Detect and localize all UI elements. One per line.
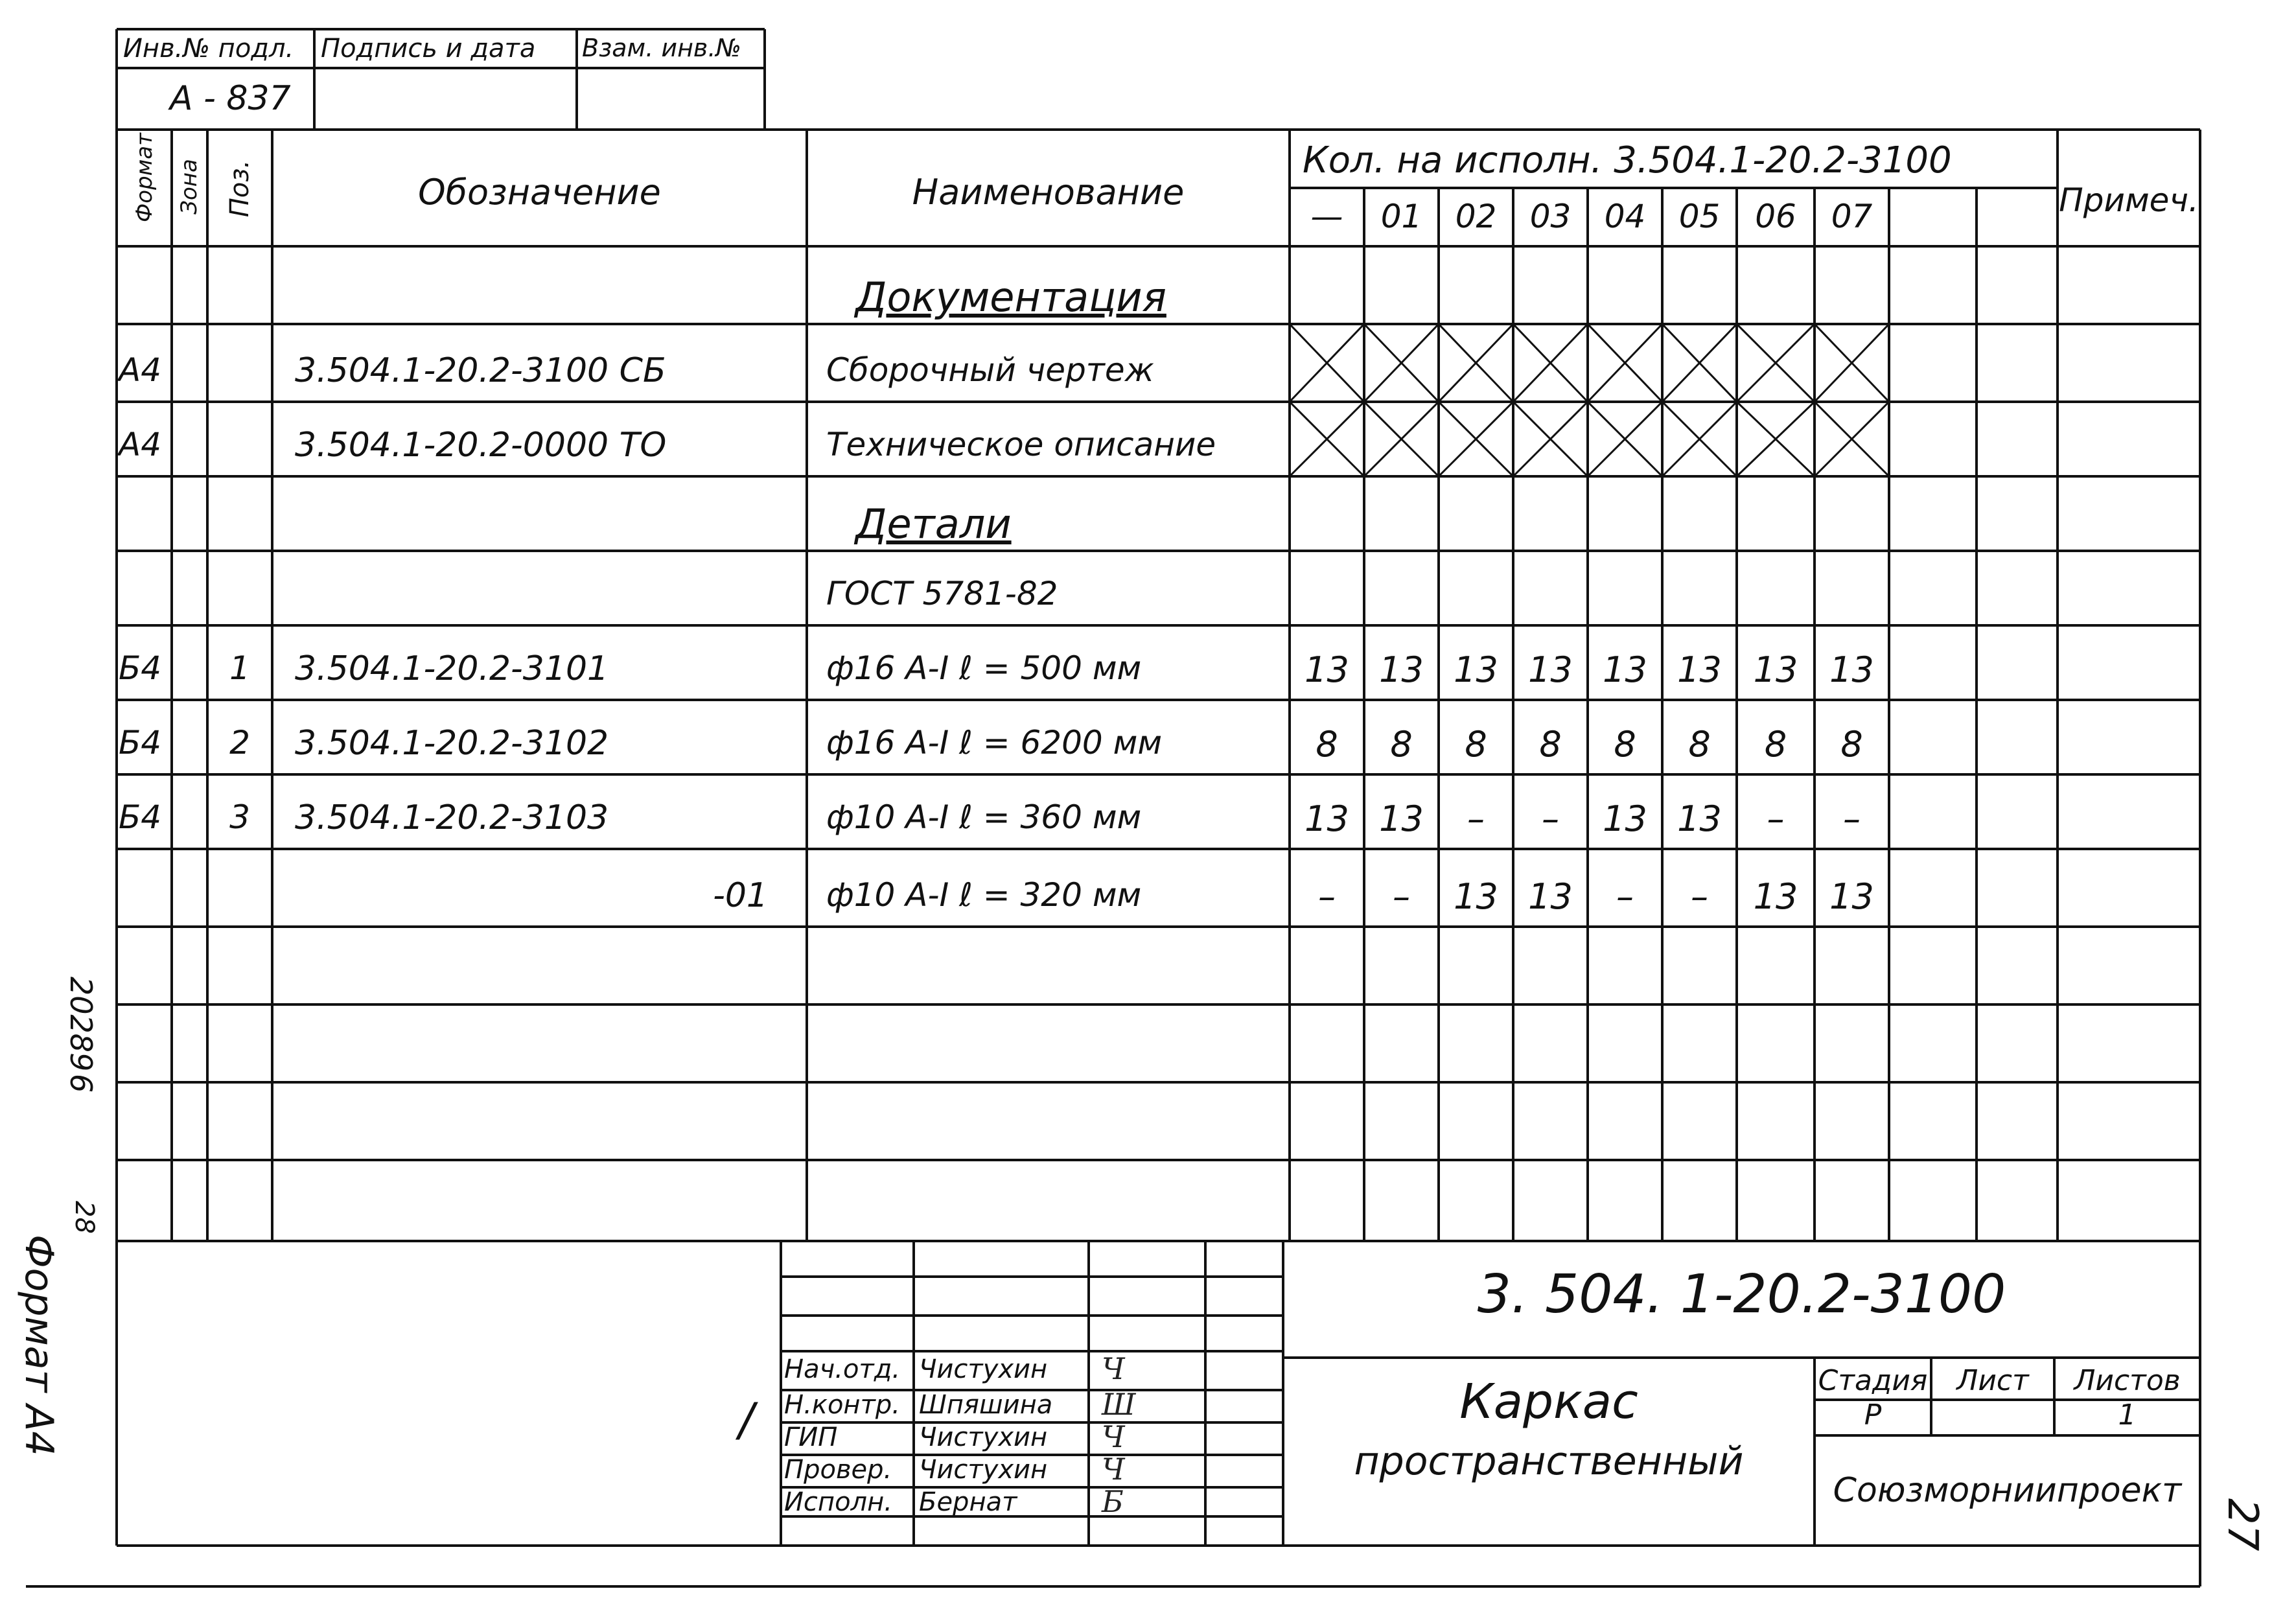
staff-signature: Ш — [1102, 1387, 1136, 1422]
row-format: Б4 — [119, 649, 162, 687]
row-designation: -01 — [713, 876, 768, 915]
row-section-name: Детали — [855, 500, 1012, 548]
sheets-label: Листов — [2074, 1364, 2181, 1397]
staff-role: Исполн. — [784, 1487, 892, 1517]
header-variant-4: 04 — [1604, 198, 1646, 235]
row-qty: – — [1616, 876, 1634, 917]
row-section-name: Документация — [855, 273, 1166, 321]
staff-signature: Ч — [1102, 1419, 1125, 1454]
row-qty: 13 — [1603, 649, 1647, 690]
stage-label: Стадия — [1818, 1364, 1928, 1397]
row-qty: 8 — [1390, 724, 1413, 765]
row-name: ГОСТ 5781-82 — [826, 575, 1058, 612]
side-format-mark: Формат А4 — [16, 1235, 62, 1456]
stamp-sign-label: Подпись и дата — [321, 34, 536, 64]
title-slash: / — [739, 1393, 754, 1446]
header-variant-0: — — [1310, 198, 1343, 235]
row-qty: 8 — [1840, 724, 1863, 765]
header-name: Наименование — [912, 172, 1185, 213]
row-format: А4 — [119, 426, 162, 463]
row-name: ф16 А-I ℓ = 500 мм — [826, 649, 1142, 687]
row-name: Сборочный чертеж — [826, 351, 1154, 389]
staff-name: Чистухин — [919, 1354, 1048, 1384]
row-qty: 13 — [1528, 649, 1573, 690]
stage-value: Р — [1864, 1398, 1882, 1432]
header-zone: Зона — [176, 159, 202, 215]
row-qty: 8 — [1614, 724, 1636, 765]
stamp-vzam-label: Взам. инв.№ — [582, 34, 741, 62]
staff-name: Шпяшина — [919, 1390, 1053, 1420]
staff-role: ГИП — [784, 1422, 838, 1452]
row-pos: 2 — [229, 724, 250, 761]
row-designation: 3.504.1-20.2-3101 — [295, 649, 609, 688]
row-qty: 13 — [1454, 649, 1498, 690]
staff-name: Чистухин — [919, 1455, 1048, 1485]
row-qty: 13 — [1829, 649, 1874, 690]
header-pos: Поз. — [225, 159, 255, 218]
side-format-num: 28 — [69, 1201, 99, 1234]
doc-code: 3. 504. 1-20.2-3100 — [1477, 1264, 2006, 1325]
row-name: ф10 А-I ℓ = 360 мм — [826, 798, 1142, 836]
row-name: ф10 А-I ℓ = 320 мм — [826, 876, 1142, 914]
doc-title-line2: пространственный — [1354, 1439, 1744, 1484]
row-qty: 13 — [1677, 649, 1722, 690]
staff-signature: Ч — [1102, 1351, 1125, 1386]
row-qty: 8 — [1539, 724, 1562, 765]
staff-role: Нач.отд. — [784, 1354, 901, 1384]
header-variant-7: 07 — [1831, 198, 1873, 235]
row-designation: 3.504.1-20.2-3103 — [295, 798, 609, 837]
row-qty: – — [1467, 798, 1485, 839]
header-variant-2: 02 — [1455, 198, 1497, 235]
row-format: Б4 — [119, 724, 162, 761]
row-qty: 8 — [1316, 724, 1338, 765]
row-qty: – — [1691, 876, 1708, 917]
staff-role: Провер. — [784, 1455, 892, 1485]
row-qty: 13 — [1305, 649, 1349, 690]
row-qty: 13 — [1454, 876, 1498, 917]
doc-title-line1: Каркас — [1459, 1374, 1638, 1430]
row-qty: – — [1393, 876, 1410, 917]
row-qty: 13 — [1528, 876, 1573, 917]
staff-signature: Ч — [1102, 1452, 1125, 1487]
sheet-label: Лист — [1956, 1364, 2029, 1397]
row-qty: 13 — [1379, 649, 1424, 690]
row-qty: – — [1318, 876, 1336, 917]
row-qty: 13 — [1753, 649, 1798, 690]
row-name: Техническое описание — [826, 426, 1216, 463]
row-qty: – — [1767, 798, 1785, 839]
row-qty: 13 — [1677, 798, 1722, 839]
row-qty: 13 — [1829, 876, 1874, 917]
header-variant-3: 03 — [1529, 198, 1571, 235]
row-qty: 13 — [1305, 798, 1349, 839]
row-qty: 13 — [1379, 798, 1424, 839]
row-format: Б4 — [119, 798, 162, 836]
row-qty: – — [1542, 798, 1559, 839]
row-name: ф16 А-I ℓ = 6200 мм — [826, 724, 1163, 761]
sheets-value: 1 — [2118, 1398, 2137, 1432]
side-number: 20289 — [64, 977, 99, 1072]
header-designation: Обозначение — [418, 172, 661, 213]
row-designation: 3.504.1-20.2-3100 СБ — [295, 351, 666, 390]
header-note: Примеч. — [2059, 181, 2199, 219]
header-qty-title: Кол. на исполн. 3.504.1-20.2-3100 — [1303, 139, 1952, 181]
row-pos: 3 — [229, 798, 250, 836]
row-qty: 8 — [1465, 724, 1487, 765]
row-pos: 1 — [229, 649, 250, 687]
stamp-inv-value: А - 837 — [170, 79, 291, 118]
stamp-inv-label: Инв.№ подл. — [123, 34, 294, 64]
row-designation: 3.504.1-20.2-0000 ТО — [295, 426, 667, 465]
page-number: 27 — [2218, 1498, 2266, 1551]
row-qty: 8 — [1688, 724, 1711, 765]
header-variant-1: 01 — [1380, 198, 1422, 235]
header-variant-6: 06 — [1755, 198, 1796, 235]
staff-name: Бернат — [919, 1487, 1017, 1517]
row-qty: 13 — [1603, 798, 1647, 839]
row-designation: 3.504.1-20.2-3102 — [295, 724, 609, 763]
staff-signature: Б — [1102, 1484, 1124, 1519]
row-format: А4 — [119, 351, 162, 389]
org-name: Союзморниипроект — [1833, 1471, 2182, 1510]
header-format: Формат — [132, 133, 157, 222]
staff-name: Чистухин — [919, 1422, 1048, 1452]
side-number-prefix: 6 — [64, 1074, 99, 1093]
row-qty: 8 — [1764, 724, 1787, 765]
header-variant-5: 05 — [1678, 198, 1721, 235]
row-qty: 13 — [1753, 876, 1798, 917]
staff-role: Н.контр. — [784, 1390, 900, 1420]
row-qty: – — [1843, 798, 1861, 839]
